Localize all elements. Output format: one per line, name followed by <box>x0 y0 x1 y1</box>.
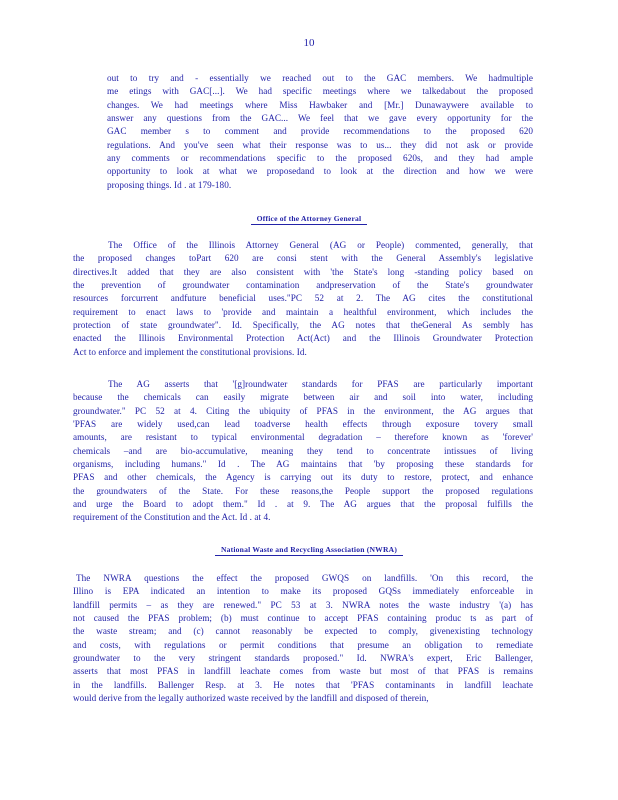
text-line: out to try and - essentially we reached out to the GAC members. We hadmultiple <box>107 73 533 83</box>
ag-paragraph-1 <box>73 239 533 359</box>
text-line: chemicals –and are bio-accumulative, meaning they tend to concentrate intissues of living <box>73 445 533 456</box>
text-line: enacted the Illinois Environmental Protection Act(Act) and the Illinois Groundwater Protection <box>73 333 533 344</box>
text-line: requirement to enact laws to 'provide and maintain a healthful environment, which includes the <box>73 306 533 317</box>
text-line: asserts that most PFAS in landfill leachate comes from waste but most of that PFAS is remains <box>73 666 533 677</box>
text-line: organisms, including humans." Id . The AG maintains that 'by proposing these standards for <box>73 459 533 470</box>
text-line: changes. We had meetings where Miss Hawbaker and [Mr.] Dunawaywere available to <box>107 99 533 110</box>
text-line: the proposed changes toPart 620 are consi stent with the General Assembly's legislative <box>73 253 533 264</box>
text-line: me etings with GAC[...]. We had specific meetings where we talkedabout the proposed <box>107 86 533 97</box>
section-heading-nwra-text: National Waste and Recycling Association (NWRA) <box>215 545 403 556</box>
text-line: not caused the PFAS problem; (b) must continue to accept PFAS containing produc ts as part of <box>73 613 533 624</box>
text-line: any comments or recommendations specific to the proposed 620s, and they had ample <box>107 153 533 164</box>
text-line: in the landfills. Ballenger Resp. at 3. He notes that 'PFAS contaminants in landfill leachate <box>73 679 533 690</box>
block-quote <box>107 72 533 192</box>
text-line: groundwater to the very stringent standards proposed." Id. NWRA's expert, Eric Ballenger, <box>73 653 533 664</box>
text-line: The AG asserts that '[g]roundwater standards for PFAS are particularly important <box>108 379 533 389</box>
ag-paragraph-2 <box>73 378 533 525</box>
text-line: Illino is EPA indicated an intention to make its proposed GQSs immediately enforceable in <box>73 586 533 597</box>
text-line: the prevention of groundwater contamination andpreservation of the State's groundwater <box>73 280 533 291</box>
text-line: requirement of the Constitution and the Act. Id . at 4. <box>73 512 271 523</box>
section-heading-nwra <box>0 545 618 554</box>
text-line: answer any questions from the GAC... We feel that we gave every opportunity for the <box>107 113 533 124</box>
text-line: The NWRA questions the effect the proposed GWQS on landfills. 'On this record, the <box>76 573 533 583</box>
text-line: 'PFAS are widely used,can lead toadverse health effects through exposure tovery small <box>73 419 533 430</box>
text-line: the groundwaters of the State. For these reasons,the People support the proposed regulations <box>73 485 533 496</box>
text-line: GAC member s to comment and provide recommendations to the proposed 620 <box>107 126 533 137</box>
text-line: The Office of the Illinois Attorney General (AG or People) commented, generally, that <box>108 240 533 250</box>
text-line: the waste stream; and (c) cannot reasonably be expected to comply, givenexisting technology <box>73 626 533 637</box>
text-line: PFAS and other chemicals, the Agency is carrying out its duty to restore, protect, and enhance <box>73 472 533 483</box>
nwra-paragraph-1 <box>73 572 533 705</box>
text-line: protection of state groundwater". Id. Specifically, the AG notes that theGeneral As sembly has <box>73 320 533 331</box>
text-line: resources forcurrent andfuture beneficial uses."PC 52 at 2. The AG cites the constitutional <box>73 293 533 304</box>
text-line: because the chemicals can easily migrate between air and soil into water, including <box>73 392 533 403</box>
section-heading-ag <box>0 214 618 223</box>
text-line: would derive from the legally authorized waste received by the landfill and disposed of therein, <box>73 693 429 704</box>
text-line: and urge the Board to adopt them." Id . at 9. The AG argues that the proposal fulfills the <box>73 499 533 510</box>
text-line: opportunity to look at what we proposedand to look at the direction and how we were <box>107 166 533 177</box>
text-line: landfill permits – as they are renewed." PC 53 at 3. NWRA notes the waste industry '(a) has <box>73 599 533 610</box>
text-line: groundwater." PC 52 at 4. Citing the ubiquity of PFAS in the environment, the AG argues that <box>73 405 533 416</box>
section-heading-ag-text: Office of the Attorney General <box>251 214 368 225</box>
text-line: and costs, with regulations or permit conditions that presume an obligation to remediate <box>73 639 533 650</box>
text-line: amounts, are resistant to typical environmental degradation – therefore known as 'forever' <box>73 432 533 443</box>
text-line: directives.It added that they are also consistent with 'the State's long -standing policy based on <box>73 266 533 277</box>
page-number: 10 <box>303 37 315 49</box>
text-line: Act to enforce and implement the constitutional provisions. Id. <box>73 346 307 357</box>
text-line: proposing things. Id . at 179-180. <box>107 179 232 190</box>
text-line: regulations. And you've seen what their response was to us... they did not ask or provide <box>107 139 533 150</box>
